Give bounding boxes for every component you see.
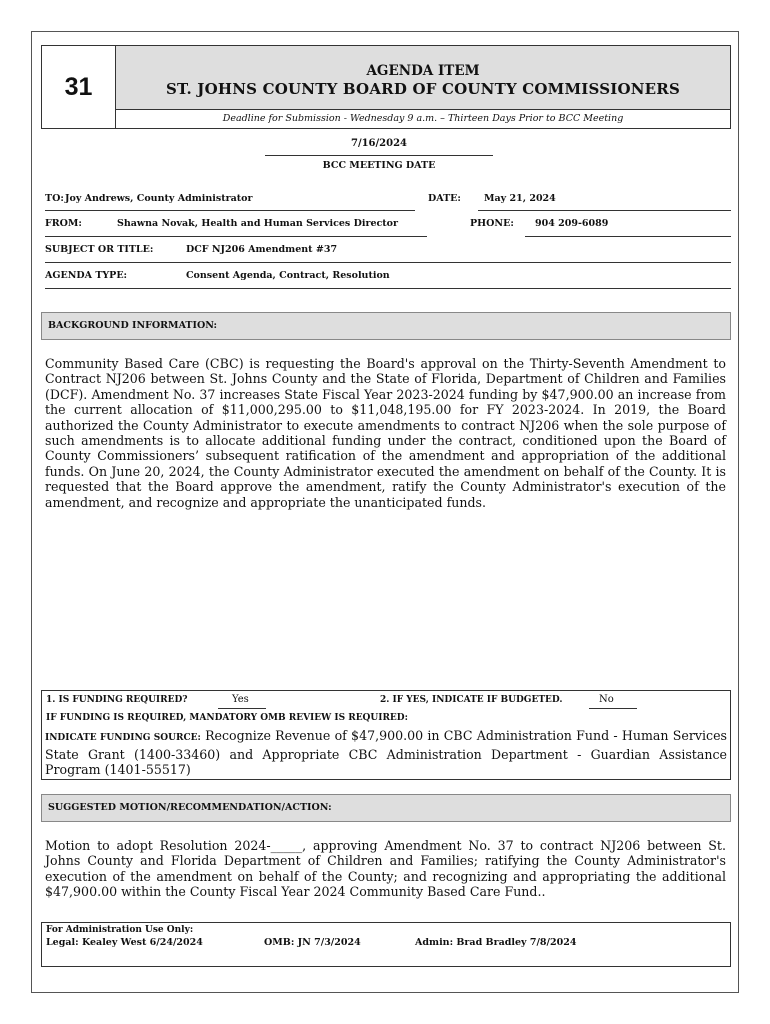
- motion-text: Motion to adopt Resolution 2024-_____, approving Amendment No. 37 to contract NJ206 between St. Johns County and Florida Department of Children and Families; ratifying the County Administrator's execution of the amendment on behalf of the County; and recognizing and appropriating the additional $47,900.00 within the County Fiscal Year 2024 Community Based Care Fund..: [45, 838, 726, 900]
- to-rule: [45, 210, 415, 211]
- agenda-type-value: Consent Agenda, Contract, Resolution: [186, 270, 390, 281]
- background-text: Community Based Care (CBC) is requesting the Board's approval on the Thirty-Seventh Amendment to Contract NJ206 between St. Johns County and the State of Florida, Department of Children and Families (DCF). Amendment No. 37 increases State Fiscal Year 2023-2024 funding by $47,900.00 an increase from the current allocation of $11,000,295.00 to $11,048,195.00 for FY 2023-2024. In 2019, the Board authorized the County Administrator to execute amendments to contract NJ206 when the sole purpose of such amendments is to allocate additional funding under the contract, conditioned upon the Board of County Commissioners’ subsequent ratification of the amendment and appropriation of the additional funds. On June 20, 2024, the County Administrator executed the amendment on behalf of the County. It is requested that the Board approve the amendment, ratify the County Administrator's execution of the amendment, and recognize and appropriate the unanticipated funds.: [45, 356, 726, 510]
- budgeted-label: 2. IF YES, INDICATE IF BUDGETED.: [380, 695, 563, 705]
- subject-value: DCF NJ206 Amendment #37: [186, 244, 338, 255]
- admin-heading: For Administration Use Only:: [46, 925, 194, 935]
- meeting-date: 7/16/2024: [350, 138, 407, 149]
- agenda-item-number: 31: [42, 46, 116, 128]
- omb-approval: OMB: JN 7/3/2024: [264, 937, 361, 948]
- meeting-date-rule: [265, 155, 493, 156]
- agenda-type-label: AGENDA TYPE:: [45, 270, 128, 281]
- subject-label: SUBJECT OR TITLE:: [45, 244, 154, 255]
- funding-source-text: Recognize Revenue of $47,900.00 in CBC Administration Fund - Human Services State Grant (1400-33460) and Appropriate CBC Administration Department - Guardian Assistance Program (1401-55517): [45, 728, 727, 778]
- funding-source: [45, 728, 727, 778]
- motion-heading: SUGGESTED MOTION/RECOMMENDATION/ACTION:: [41, 794, 731, 822]
- date-value: May 21, 2024: [484, 193, 556, 204]
- from-value: Shawna Novak, Health and Human Services Director: [117, 218, 399, 229]
- funding-box: [41, 690, 731, 780]
- funding-required-rule: [218, 708, 266, 709]
- budgeted-value: No: [599, 694, 614, 705]
- date-rule: [478, 210, 731, 211]
- funding-required-value: Yes: [232, 694, 249, 705]
- omb-review-note: IF FUNDING IS REQUIRED, MANDATORY OMB REVIEW IS REQUIRED:: [46, 713, 408, 723]
- meeting-date-label: BCC MEETING DATE: [322, 160, 436, 171]
- from-rule: [45, 236, 427, 237]
- admin-box: [41, 922, 731, 967]
- header-title-block: [116, 46, 730, 110]
- to-label: TO:: [45, 193, 64, 204]
- funding-source-label: INDICATE FUNDING SOURCE:: [45, 733, 201, 743]
- funding-required-label: 1. IS FUNDING REQUIRED?: [46, 695, 188, 705]
- admin-approval: Admin: Brad Bradley 7/8/2024: [415, 937, 577, 948]
- phone-label: PHONE:: [470, 218, 514, 229]
- phone-rule: [525, 236, 731, 237]
- header-title-line1: AGENDA ITEM: [366, 63, 480, 79]
- date-label: DATE:: [428, 193, 461, 204]
- agenda-header: [41, 45, 731, 129]
- phone-value: 904 209-6089: [535, 218, 609, 229]
- header-title-line2: ST. JOHNS COUNTY BOARD OF COUNTY COMMISSIONERS: [166, 80, 680, 98]
- agenda-type-rule: [45, 288, 731, 289]
- to-value: Joy Andrews, County Administrator: [65, 193, 253, 204]
- background-heading: BACKGROUND INFORMATION:: [41, 312, 731, 340]
- submission-deadline: Deadline for Submission - Wednesday 9 a.m. – Thirteen Days Prior to BCC Meeting: [222, 113, 624, 124]
- legal-approval: Legal: Kealey West 6/24/2024: [46, 937, 203, 948]
- budgeted-rule: [589, 708, 637, 709]
- from-label: FROM:: [45, 218, 82, 229]
- subject-rule: [45, 262, 731, 263]
